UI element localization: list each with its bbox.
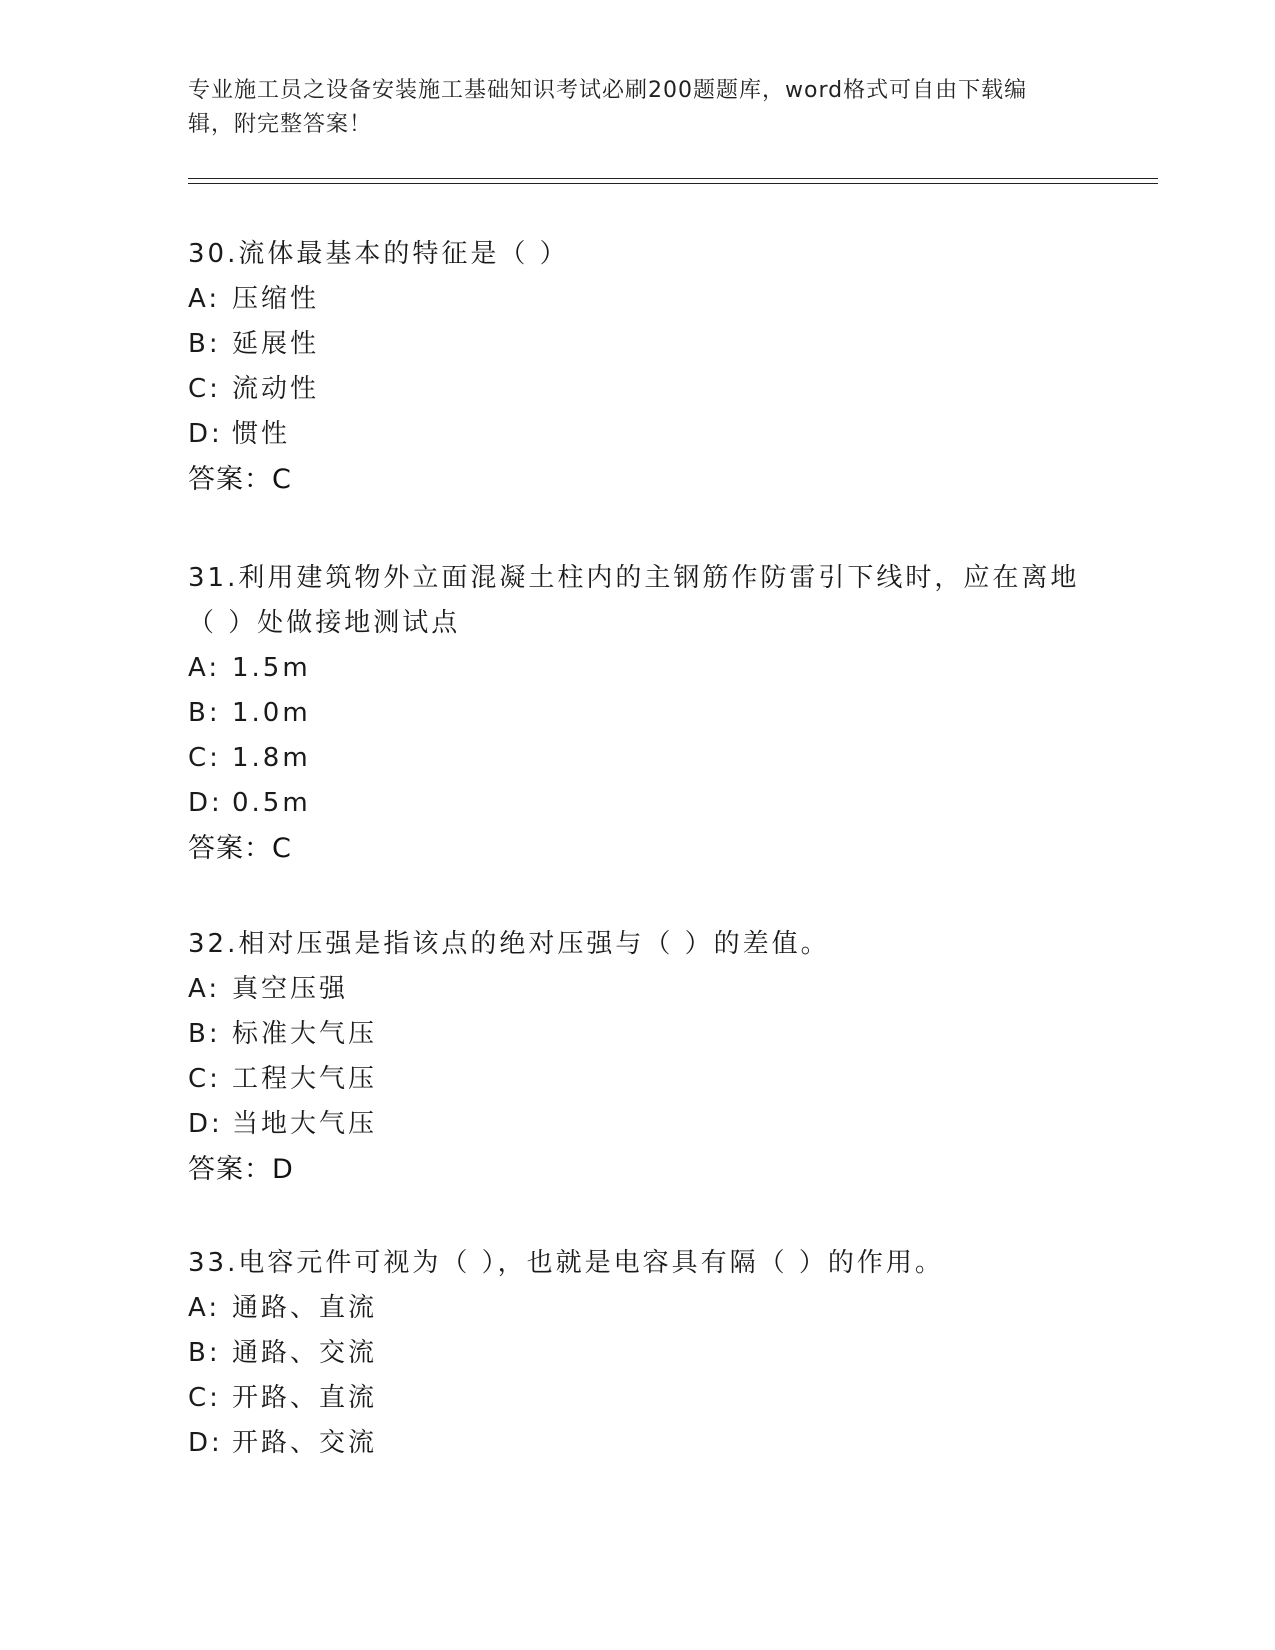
answer-line: [188, 457, 1088, 502]
option-d: [188, 1421, 1088, 1466]
question-stem: 相对压强是指该点的绝对压强与（ ）的差值。: [238, 929, 830, 959]
question-stem: 流体最基本的特征是（ ）: [238, 239, 569, 269]
option-a: [188, 646, 1088, 691]
option-letter: D:: [188, 419, 223, 449]
option-letter: D:: [188, 1428, 223, 1458]
answer-label: 答案：: [188, 1154, 272, 1185]
option-letter: B:: [188, 1019, 221, 1049]
question-number: 31.: [188, 563, 239, 593]
option-letter: A:: [188, 284, 221, 314]
answer-value: C: [272, 464, 292, 495]
option-letter: A:: [188, 1293, 221, 1323]
option-c: [188, 367, 1088, 412]
option-text: 通路、直流: [232, 1293, 378, 1323]
option-text: 开路、直流: [232, 1383, 378, 1413]
option-letter: D:: [188, 1109, 223, 1139]
option-text: 流动性: [232, 374, 320, 404]
header-divider-bottom: [188, 183, 1158, 184]
answer-value: C: [272, 833, 292, 864]
question-number: 33.: [188, 1248, 239, 1278]
option-letter: A:: [188, 653, 221, 683]
option-text: 1.0m: [232, 698, 311, 728]
option-text: 当地大气压: [232, 1109, 378, 1139]
question-text: [188, 232, 1088, 277]
option-b: [188, 1331, 1088, 1376]
option-text: 通路、交流: [232, 1338, 378, 1368]
option-letter: B:: [188, 1338, 221, 1368]
option-letter: B:: [188, 329, 221, 359]
answer-label: 答案：: [188, 833, 272, 864]
option-text: 工程大气压: [232, 1064, 378, 1094]
question-31: [188, 556, 1088, 871]
question-number: 32.: [188, 929, 239, 959]
answer-value: D: [272, 1154, 294, 1185]
question-text: [188, 1241, 1088, 1286]
question-30: [188, 232, 1088, 502]
option-letter: D:: [188, 788, 223, 818]
option-text: 开路、交流: [232, 1428, 378, 1458]
document-header: 专业施工员之设备安装施工基础知识考试必刷200题题库，word格式可自由下载编辑，附完整答案！: [188, 78, 1028, 137]
header-divider-top: [188, 178, 1158, 179]
option-letter: B:: [188, 698, 221, 728]
option-d: [188, 1102, 1088, 1147]
option-letter: C:: [188, 374, 221, 404]
option-letter: C:: [188, 1064, 221, 1094]
option-text: 1.5m: [232, 653, 311, 683]
option-text: 惯性: [232, 419, 291, 449]
option-d: [188, 412, 1088, 457]
option-b: [188, 322, 1088, 367]
option-text: 压缩性: [232, 284, 320, 314]
option-c: [188, 1376, 1088, 1421]
question-stem: 利用建筑物外立面混凝土柱内的主钢筋作防雷引下线时，应在离地（ ）处做接地测试点: [188, 563, 1080, 638]
option-text: 真空压强: [232, 974, 349, 1004]
question-33: [188, 1241, 1088, 1466]
question-text: [188, 922, 1088, 967]
option-b: [188, 691, 1088, 736]
option-c: [188, 736, 1088, 781]
option-text: 1.8m: [232, 743, 311, 773]
option-b: [188, 1012, 1088, 1057]
option-d: [188, 781, 1088, 826]
question-stem: 电容元件可视为（ ），也就是电容具有隔（ ）的作用。: [238, 1248, 944, 1278]
option-letter: A:: [188, 974, 221, 1004]
answer-line: [188, 1147, 1088, 1192]
option-a: [188, 277, 1088, 322]
option-a: [188, 1286, 1088, 1331]
option-letter: C:: [188, 1383, 221, 1413]
answer-line: [188, 826, 1088, 871]
question-number: 30.: [188, 239, 239, 269]
question-text: [188, 556, 1088, 646]
option-text: 标准大气压: [232, 1019, 378, 1049]
option-letter: C:: [188, 743, 221, 773]
option-text: 0.5m: [232, 788, 311, 818]
option-a: [188, 967, 1088, 1012]
answer-label: 答案：: [188, 464, 272, 495]
option-text: 延展性: [232, 329, 320, 359]
question-32: [188, 922, 1088, 1192]
option-c: [188, 1057, 1088, 1102]
